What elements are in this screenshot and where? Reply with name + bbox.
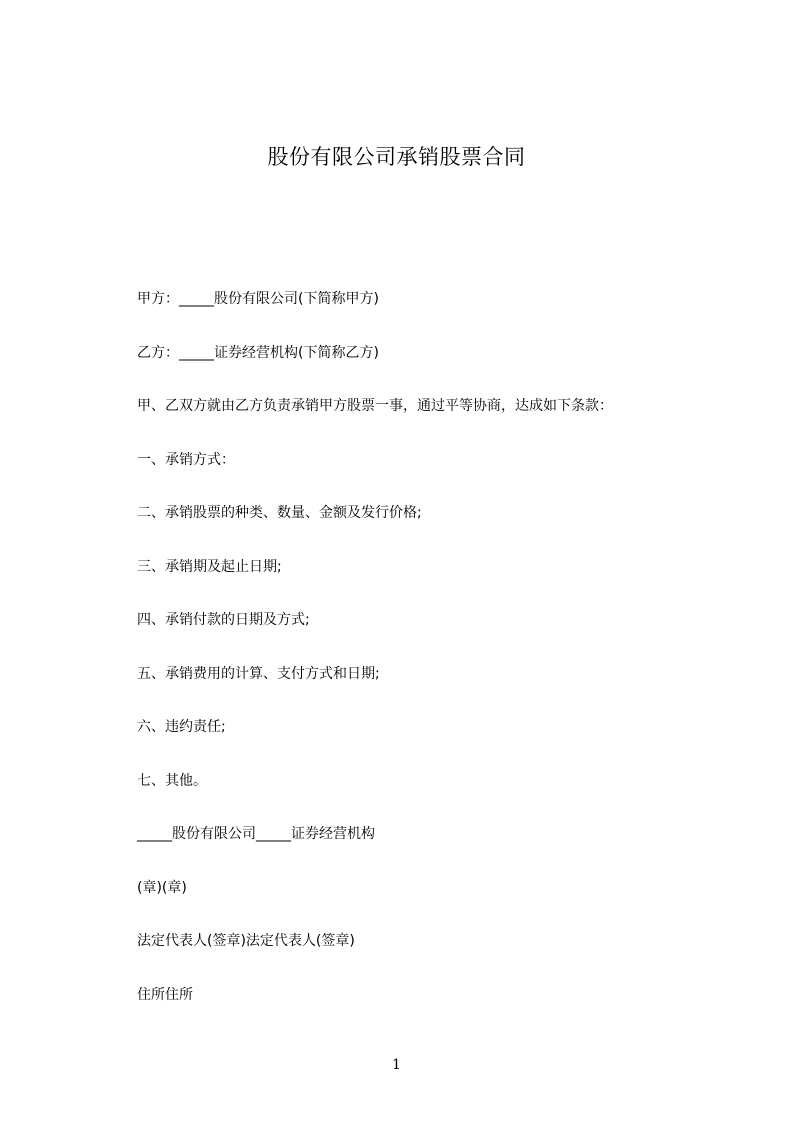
clause-4: 四、承销付款的日期及方式; (137, 612, 310, 628)
signatories-line: _____股份有限公司_____证券经营机构 (137, 826, 375, 842)
seal-line: (章)(章) (137, 879, 187, 896)
clause-2: 二、承销股票的种类、数量、金额及发行价格; (137, 505, 422, 521)
clause-5: 五、承销费用的计算、支付方式和日期; (137, 665, 380, 682)
preamble-line: 甲、乙双方就由乙方负责承销甲方股票一事，通过平等协商，达成如下条款： (137, 398, 613, 414)
legal-representative-line: 法定代表人(签章)法定代表人(签章) (137, 933, 355, 949)
party-a-line: 甲方：_____股份有限公司(下简称甲方) (137, 291, 379, 307)
document-body (137, 288, 697, 1037)
clause-1: 一、承销方式： (137, 451, 235, 468)
clause-3: 三、承销期及起止日期; (137, 558, 282, 575)
clause-7: 七、其他。 (137, 772, 207, 789)
address-line: 住所住所 (137, 986, 193, 1003)
document-title: 股份有限公司承销股票合同 (267, 145, 526, 169)
party-b-line: 乙方：_____证券经营机构(下简称乙方) (137, 344, 379, 361)
clause-6: 六、违约责任; (137, 719, 226, 735)
page-number: 1 (392, 1057, 401, 1073)
